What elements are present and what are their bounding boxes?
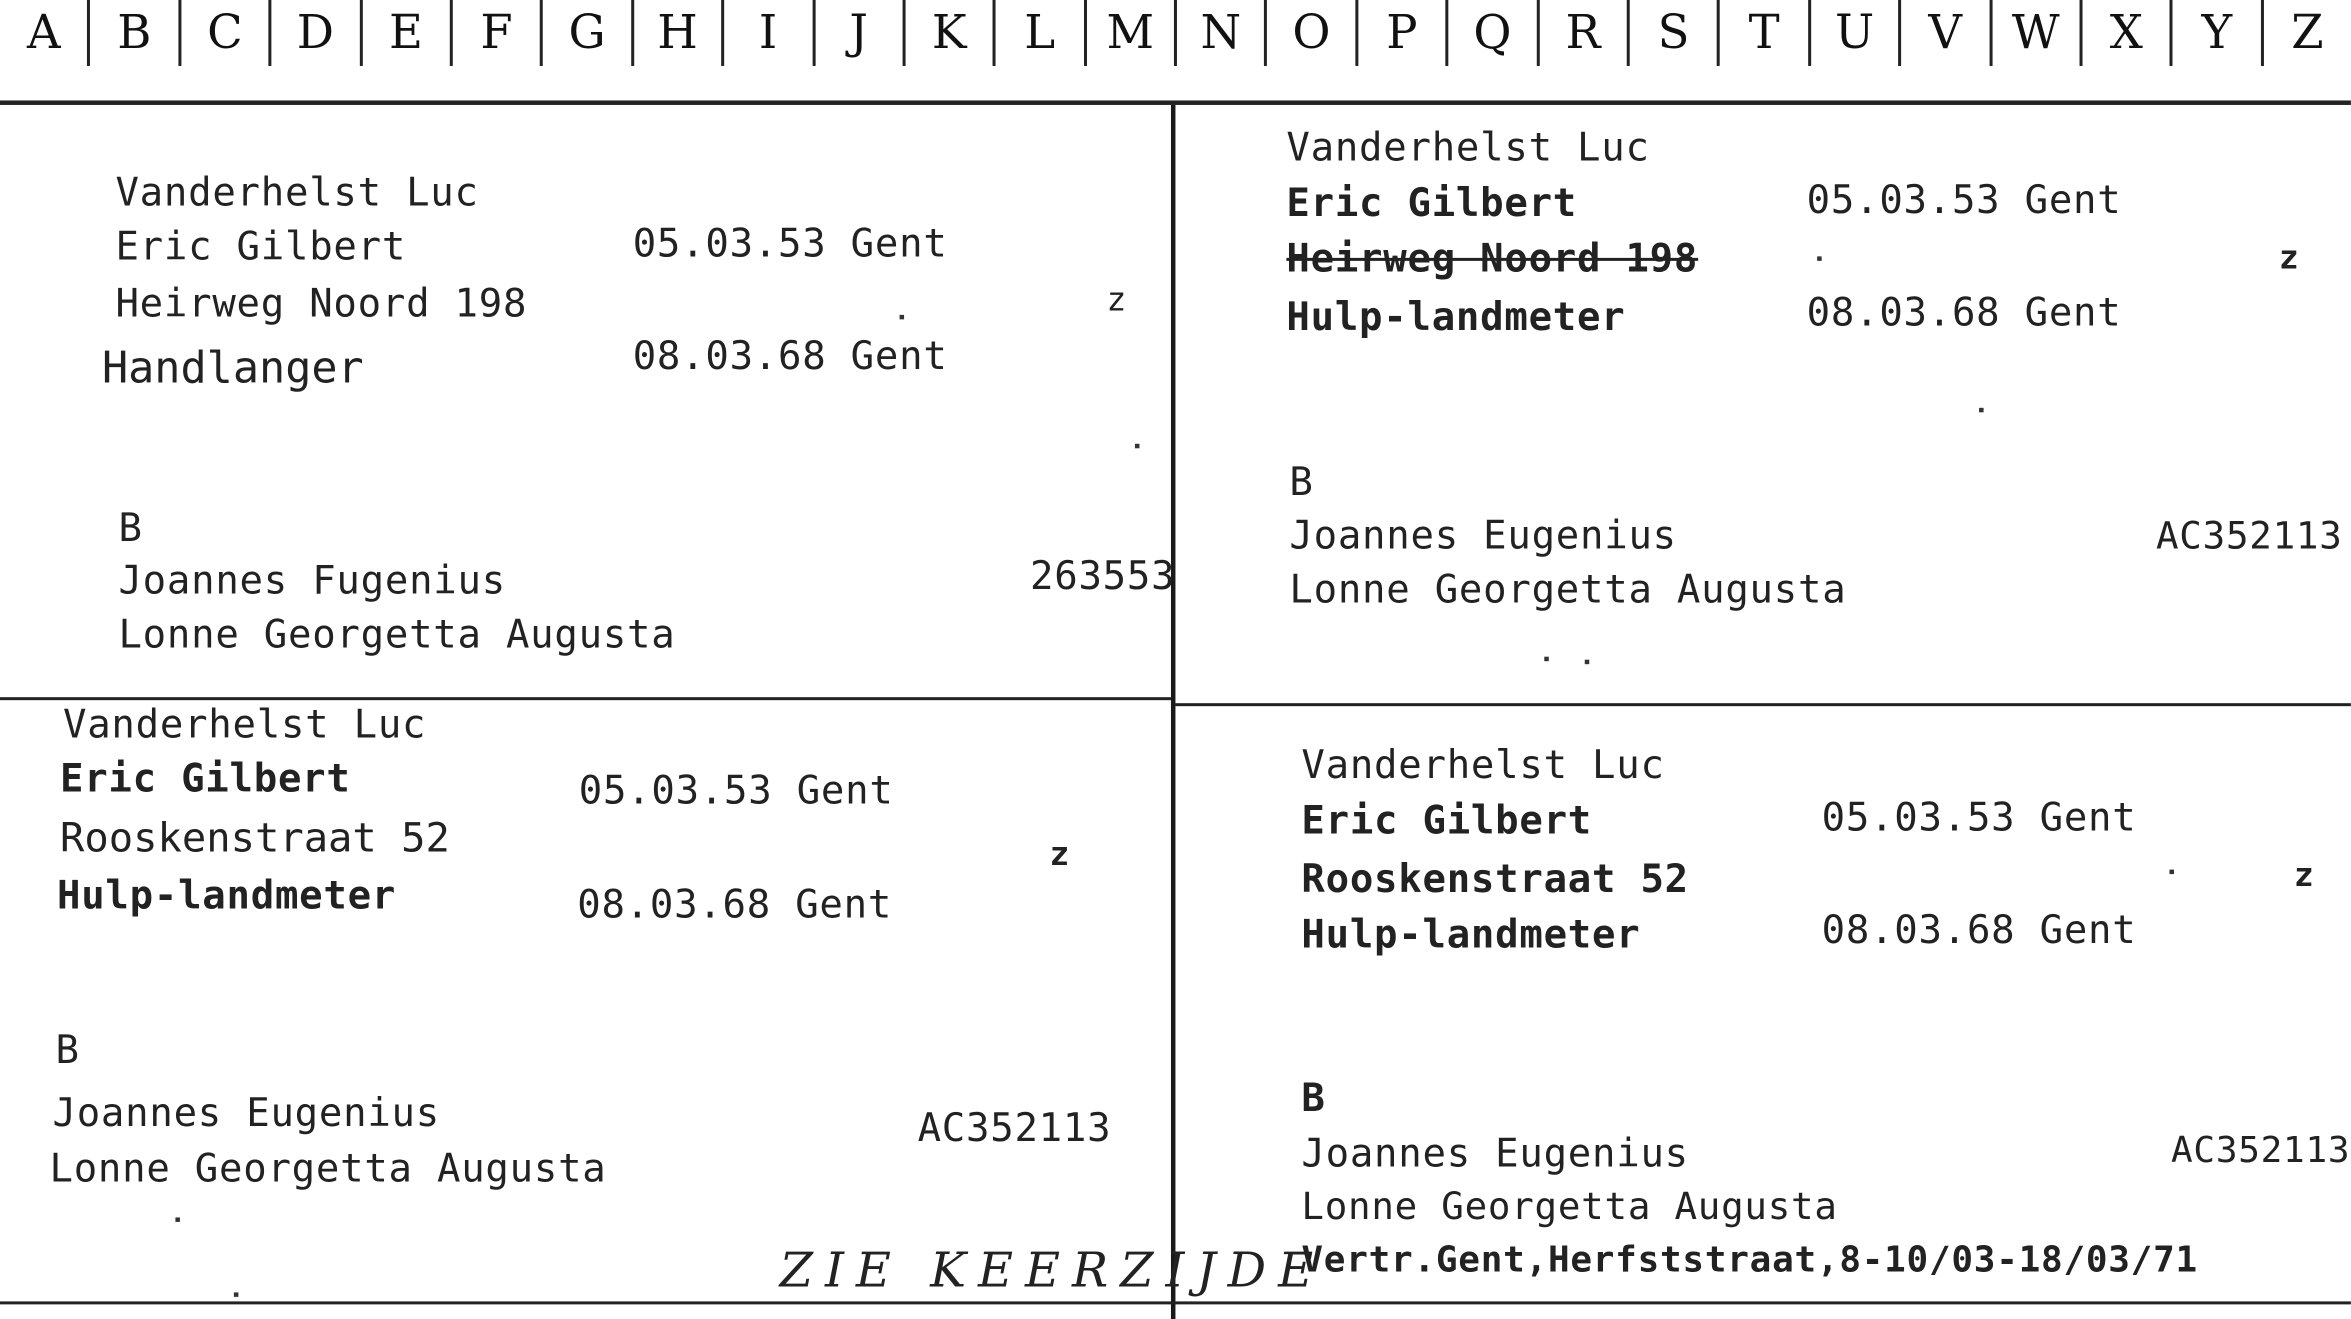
alphabet-letter-g: G	[543, 0, 634, 66]
alphabet-letter-t: T	[1720, 0, 1811, 66]
card-doc-number: AC352113	[2155, 514, 2343, 558]
card-occupation: Hulp-landmeter	[1301, 913, 1641, 959]
alphabet-letter-c: C	[181, 0, 272, 66]
card-given-names: Eric Gilbert	[59, 757, 351, 803]
card-handwritten-note: ZIE KEERZIJDE	[779, 1241, 1326, 1299]
alphabet-letter-w: W	[1992, 0, 2083, 66]
card-divider-vertical	[1171, 105, 1175, 1319]
card-surname: Vanderhelst Luc	[62, 703, 427, 749]
card-given-names: Eric Gilbert	[1301, 799, 1593, 845]
card-doc-number: AC352113	[917, 1106, 1112, 1152]
card-marker: z	[1106, 281, 1128, 320]
alphabet-letter-r: R	[1539, 0, 1630, 66]
card-doc-number: AC352113	[2170, 1128, 2351, 1171]
card-birth: 05.03.53 Gent	[578, 769, 894, 815]
alphabet-letter-j: J	[815, 0, 906, 66]
alphabet-letter-d: D	[272, 0, 363, 66]
alphabet-letter-z: Z	[2291, 5, 2324, 60]
alphabet-letter-k: K	[905, 0, 996, 66]
card-parent-code: B	[1289, 460, 1314, 506]
card-address: Rooskenstraat 52	[1301, 857, 1689, 903]
card-surname: Vanderhelst Luc	[115, 170, 479, 216]
ink-speck	[1585, 660, 1589, 664]
alphabet-letter-y: Y	[2173, 0, 2264, 66]
alphabet-letter-e: E	[362, 0, 453, 66]
card-surname: Vanderhelst Luc	[1286, 125, 1650, 171]
ink-speck	[1544, 657, 1548, 661]
alphabet-letter-h: H	[634, 0, 725, 66]
card-marker: z	[2278, 239, 2300, 278]
alphabet-letter-n: N	[1177, 0, 1268, 66]
card-doc-number: 263553	[1030, 554, 1176, 600]
alphabet-letter-a: A	[0, 0, 91, 66]
card-birth: 05.03.53 Gent	[1821, 796, 2137, 842]
card-registered: 08.03.68 Gent	[1806, 290, 2122, 336]
alphabet-letter-u: U	[1811, 0, 1902, 66]
card-marker: z	[2293, 857, 2315, 896]
card-birth: 05.03.53 Gent	[632, 221, 948, 267]
card-marker: z	[1049, 836, 1071, 875]
ink-speck	[234, 1292, 238, 1296]
card-occupation: Handlanger	[101, 341, 364, 393]
card-father: Joannes Eugenius	[1301, 1131, 1689, 1177]
alphabet-letter-x: X	[2083, 0, 2174, 66]
alphabet-letter-o: O	[1268, 0, 1359, 66]
ink-speck	[1979, 408, 1983, 412]
card-address: Heirweg Noord 198	[115, 281, 528, 327]
alphabet-letter-m: M	[1087, 0, 1178, 66]
card-parent-code: B	[55, 1028, 80, 1074]
card-father: Joannes Eugenius	[1289, 514, 1677, 560]
card-given-names: Eric Gilbert	[115, 224, 407, 270]
ink-speck	[900, 315, 904, 319]
card-registered: 08.03.68 Gent	[577, 883, 893, 929]
card-divider-left	[0, 697, 1171, 700]
card-departure: Vertr.Gent,Herfststraat,8-10/03-18/03/71	[1301, 1238, 2198, 1281]
card-occupation: Hulp-landmeter	[56, 874, 397, 920]
card-occupation: Hulp-landmeter	[1286, 295, 1626, 341]
alphabet-letter-f: F	[453, 0, 544, 66]
card-father: Joannes Fugenius	[118, 559, 506, 605]
alphabet-letter-s: S	[1630, 0, 1721, 66]
ink-speck	[1817, 256, 1821, 260]
alphabet-letter-q: Q	[1449, 0, 1540, 66]
card-father: Joannes Eugenius	[52, 1091, 440, 1137]
card-birth: 05.03.53 Gent	[1806, 178, 2122, 224]
card-mother: Lonne Georgetta Augusta	[1301, 1184, 1838, 1228]
alphabet-letter-b: B	[91, 0, 182, 66]
ink-speck	[175, 1217, 179, 1221]
card-given-names: Eric Gilbert	[1286, 181, 1578, 227]
alphabet-letter-v: V	[1901, 0, 1992, 66]
sheet-bottom-rule	[0, 1301, 2351, 1304]
card-divider-right	[1175, 703, 2350, 706]
card-registered: 08.03.68 Gent	[1821, 908, 2137, 954]
ink-speck	[2169, 870, 2173, 874]
card-parent-code: B	[1301, 1076, 1326, 1122]
card-address: Rooskenstraat 52	[59, 815, 450, 863]
alphabet-letter-l: L	[996, 0, 1087, 66]
card-mother: Lonne Georgetta Augusta	[49, 1146, 607, 1192]
alphabet-letter-p: P	[1358, 0, 1449, 66]
card-mother: Lonne Georgetta Augusta	[1289, 568, 1847, 614]
card-mother: Lonne Georgetta Augusta	[118, 613, 676, 659]
ink-speck	[1135, 444, 1139, 448]
alphabet-letter-i: I	[724, 0, 815, 66]
alphabet-index-row	[0, 0, 2351, 66]
card-parent-code: B	[118, 506, 143, 552]
card-registered: 08.03.68 Gent	[632, 334, 948, 380]
card-address-struck: Heirweg Noord 198	[1286, 236, 1699, 282]
card-surname: Vanderhelst Luc	[1301, 743, 1665, 789]
